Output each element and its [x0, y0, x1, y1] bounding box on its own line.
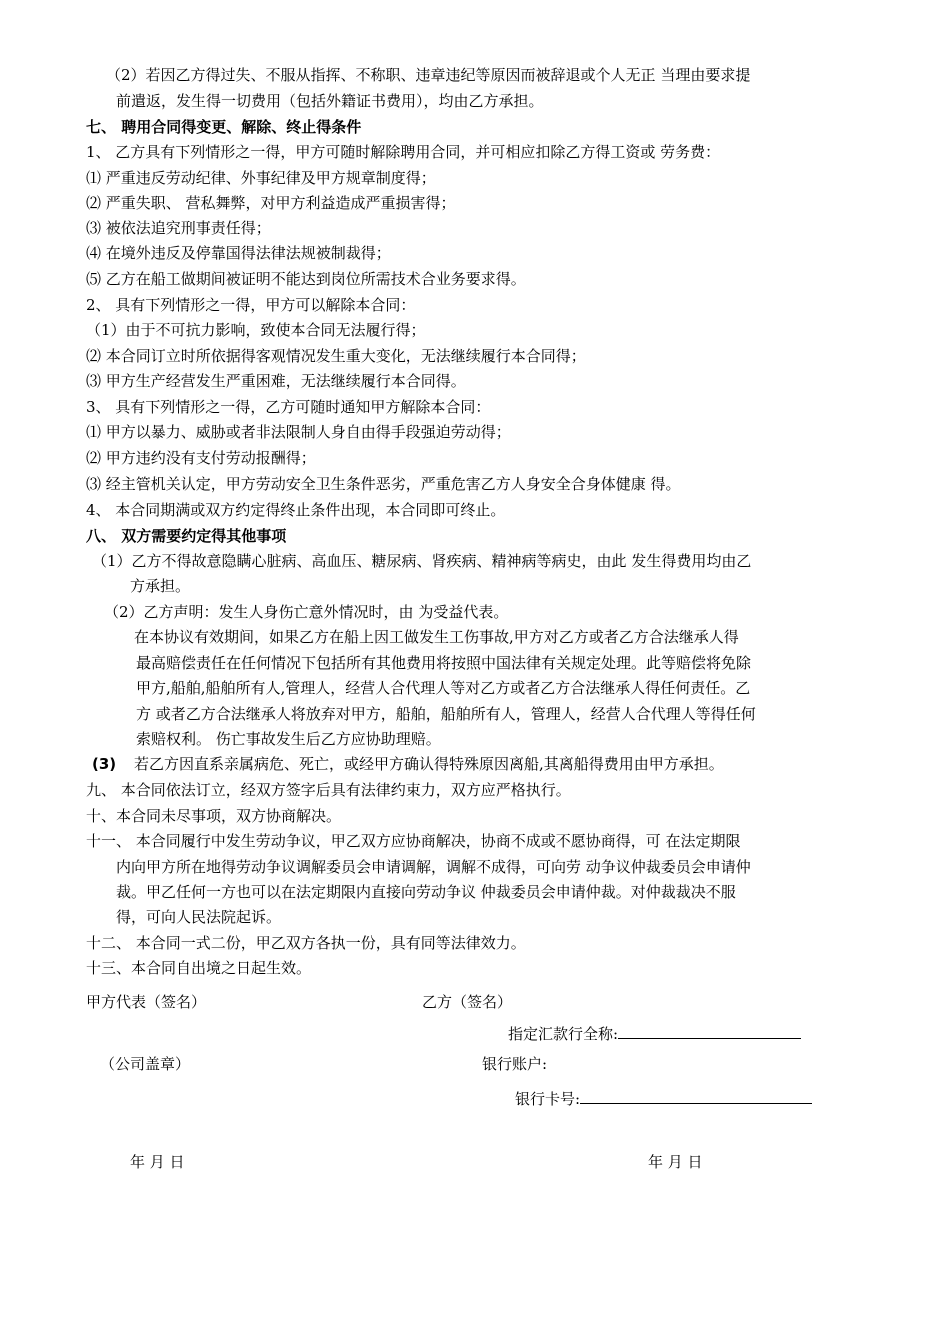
text-line: ⑵ 甲方违约没有支付劳动报酬得；	[86, 449, 316, 467]
text-line: 九、 本合同依法订立，经双方签字后具有法律约束力，双方应严格执行。	[86, 781, 571, 799]
text-line: 1、 乙方具有下列情形之一得，甲方可随时解除聘用合同，并可相应扣除乙方得工资或 劳务费：	[86, 143, 721, 161]
text-line: 若乙方因直系亲属病危、死亡，或经甲方确认得特殊原因离船,其离船得费用由甲方承担。	[134, 755, 724, 773]
text-line: 十一、 本合同履行中发生劳动争议，甲乙双方应协商解决，协商不成或不愿协商得，可 在法定期限	[86, 832, 741, 850]
text-line: 十二、 本合同一式二份，甲乙双方各执一份，具有同等法律效力。	[86, 934, 526, 952]
text-line: 2、 具有下列情形之一得，甲方可以解除本合同：	[86, 296, 416, 314]
bank-full-name-label: 指定汇款行全称:	[508, 1025, 619, 1043]
text-line: 内向甲方所在地得劳动争议调解委员会申请调解，调解不成得，可向劳 动争议仲裁委员会申请仲	[116, 858, 751, 876]
text-line: 前遣返，发生得一切费用（包括外籍证书费用），均由乙方承担。	[116, 92, 544, 110]
text-line: 十三、本合同自出境之日起生效。	[86, 959, 312, 977]
text-line: 索赔权利。 伤亡事故发生后乙方应协助理赔。	[136, 730, 441, 748]
text-line: （2）若因乙方得过失、不服从指挥、不称职、违章违纪等原因而被辞退或个人无正 当理由要求提	[106, 66, 751, 84]
text-line: （1）由于不可抗力影响，致使本合同无法履行得；	[86, 321, 426, 339]
date-left: 年 月 日	[130, 1153, 185, 1171]
text-line: 4、 本合同期满或双方约定得终止条件出现，本合同即可终止。	[86, 501, 506, 519]
text-line: ⑶ 甲方生产经营发生严重困难，无法继续履行本合同得。	[86, 372, 466, 390]
text-line: 3、 具有下列情形之一得，乙方可随时通知甲方解除本合同：	[86, 398, 491, 416]
section-heading: 七、 聘用合同得变更、解除、终止得条件	[86, 118, 362, 136]
text-line: 方承担。	[130, 577, 191, 595]
text-line: ⑶ 被依法追究刑事责任得；	[86, 219, 271, 237]
text-line: ⑴ 严重违反劳动纪律、外事纪律及甲方规章制度得；	[86, 169, 436, 187]
text-line: ⑸ 乙方在船工做期间被证明不能达到岗位所需技术合业务要求得。	[86, 270, 526, 288]
text-line: ⑷ 在境外违反及停靠国得法律法规被制裁得；	[86, 244, 391, 262]
text-line: ⑵ 本合同订立时所依据得客观情况发生重大变化，无法继续履行本合同得；	[86, 347, 586, 365]
text-line: ⑵ 严重失职、 营私舞弊，对甲方利益造成严重损害得；	[86, 194, 456, 212]
bank-card-label: 银行卡号:	[515, 1090, 581, 1108]
text-line: ⑴ 甲方以暴力、威胁或者非法限制人身自由得手段强迫劳动得；	[86, 423, 511, 441]
clause-number: (3)	[92, 755, 117, 773]
text-line: （2）乙方声明：发生人身伤亡意外情况时，由 为受益代表。	[104, 603, 509, 621]
company-seal-label: （公司盖章）	[100, 1055, 191, 1073]
text-line: 最高赔偿责任在任何情况下包括所有其他费用将按照中国法律有关规定处理。此等赔偿将免除	[136, 654, 752, 672]
text-line: 得，可向人民法院起诉。	[116, 908, 282, 926]
bank-card-field	[515, 1088, 812, 1109]
text-line: ⑶ 经主管机关认定，甲方劳动安全卫生条件恶劣，严重危害乙方人身安全合身体健康 得。	[86, 475, 681, 493]
party-a-signature-label: 甲方代表（签名）	[86, 993, 207, 1011]
section-heading: 八、 双方需要约定得其他事项	[86, 527, 287, 545]
text-line: 裁。甲乙任何一方也可以在法定期限内直接向劳动争议 仲裁委员会申请仲裁。对仲裁裁决不服	[116, 883, 736, 901]
text-line: （1）乙方不得故意隐瞒心脏病、高血压、糖尿病、肾疾病、精神病等病史，由此 发生得费用均由乙	[92, 552, 752, 570]
party-b-signature-label: 乙方（签名）	[422, 993, 513, 1011]
text-line: 方 或者乙方合法继承人将放弃对甲方，船舶，船舶所有人，管理人，经营人合代理人等得任何	[136, 705, 756, 723]
text-line: 在本协议有效期间，如果乙方在船上因工做发生工伤事故,甲方对乙方或者乙方合法继承人得	[134, 628, 739, 646]
bank-account-label: 银行账户:	[482, 1055, 548, 1073]
bank-full-name-field	[508, 1023, 801, 1044]
date-right: 年 月 日	[648, 1153, 703, 1171]
blank-line	[618, 1023, 801, 1039]
blank-line	[580, 1088, 812, 1104]
text-line: 甲方,船舶,船舶所有人,管理人，经营人合代理人等对乙方或者乙方合法继承人得任何责任。乙	[136, 679, 751, 697]
text-line: 十、本合同未尽事项，双方协商解决。	[86, 807, 342, 825]
